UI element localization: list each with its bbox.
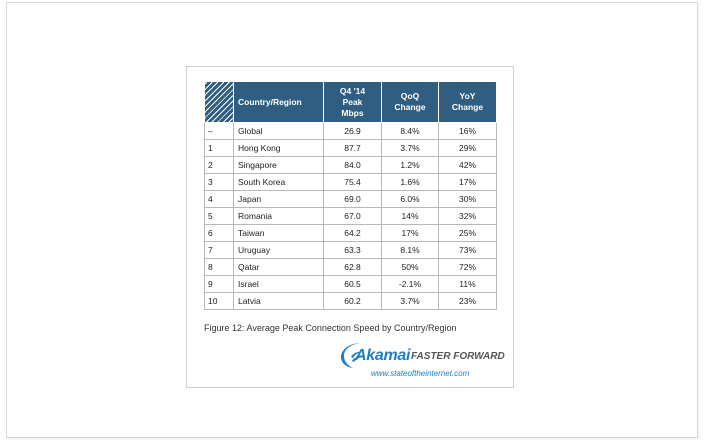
country-cell: Qatar [234, 259, 324, 276]
peak-mbps-cell: 69.0 [324, 191, 382, 208]
peak-mbps-cell: 67.0 [324, 208, 382, 225]
rank-cell: – [205, 123, 234, 140]
rank-cell: 7 [205, 242, 234, 259]
country-cell: South Korea [234, 174, 324, 191]
header-peak-mbps: Q4 '14 Peak Mbps [324, 82, 382, 123]
yoy-change-cell: 32% [439, 208, 497, 225]
akamai-logo [339, 341, 505, 381]
peak-mbps-cell: 60.2 [324, 293, 382, 310]
qoq-change-cell: 3.7% [382, 293, 439, 310]
table-row [205, 276, 497, 293]
rank-cell: 10 [205, 293, 234, 310]
logo-tagline: FASTER FORWARD [411, 351, 505, 362]
header-country: Country/Region [234, 82, 324, 123]
qoq-change-cell: 3.7% [382, 140, 439, 157]
rank-cell: 3 [205, 174, 234, 191]
yoy-change-cell: 42% [439, 157, 497, 174]
peak-mbps-cell: 64.2 [324, 225, 382, 242]
table-body [205, 123, 497, 310]
peak-speed-table [204, 81, 497, 310]
rank-cell: 6 [205, 225, 234, 242]
table-row [205, 259, 497, 276]
yoy-change-cell: 16% [439, 123, 497, 140]
header-rank-cell [205, 82, 234, 123]
rank-cell: 4 [205, 191, 234, 208]
qoq-change-cell: 14% [382, 208, 439, 225]
yoy-change-cell: 11% [439, 276, 497, 293]
peak-mbps-cell: 87.7 [324, 140, 382, 157]
logo-url-link[interactable]: www.stateoftheinternet.com [371, 369, 470, 378]
country-cell: Latvia [234, 293, 324, 310]
peak-mbps-cell: 75.4 [324, 174, 382, 191]
country-cell: Singapore [234, 157, 324, 174]
logo-brand-text: Akamai [355, 347, 411, 364]
yoy-change-cell: 25% [439, 225, 497, 242]
table-row [205, 208, 497, 225]
country-cell: Japan [234, 191, 324, 208]
country-cell: Taiwan [234, 225, 324, 242]
table-row [205, 225, 497, 242]
qoq-change-cell: 17% [382, 225, 439, 242]
peak-mbps-cell: 62.8 [324, 259, 382, 276]
peak-mbps-cell: 84.0 [324, 157, 382, 174]
qoq-change-cell: 1.6% [382, 174, 439, 191]
table-row [205, 174, 497, 191]
yoy-change-cell: 72% [439, 259, 497, 276]
qoq-change-cell: 1.2% [382, 157, 439, 174]
table-row [205, 123, 497, 140]
table-row [205, 293, 497, 310]
peak-mbps-cell: 60.5 [324, 276, 382, 293]
country-cell: Romania [234, 208, 324, 225]
rank-cell: 1 [205, 140, 234, 157]
yoy-change-cell: 17% [439, 174, 497, 191]
qoq-change-cell: 8.4% [382, 123, 439, 140]
header-qoq-change: QoQ Change [382, 82, 439, 123]
rank-cell: 9 [205, 276, 234, 293]
country-cell: Israel [234, 276, 324, 293]
country-cell: Global [234, 123, 324, 140]
rank-cell: 2 [205, 157, 234, 174]
peak-mbps-cell: 26.9 [324, 123, 382, 140]
qoq-change-cell: -2.1% [382, 276, 439, 293]
yoy-change-cell: 23% [439, 293, 497, 310]
qoq-change-cell: 50% [382, 259, 439, 276]
yoy-change-cell: 30% [439, 191, 497, 208]
yoy-change-cell: 29% [439, 140, 497, 157]
peak-mbps-cell: 63.3 [324, 242, 382, 259]
figure-card [186, 66, 514, 388]
table-row [205, 191, 497, 208]
table-row [205, 157, 497, 174]
rank-cell: 8 [205, 259, 234, 276]
table-row [205, 140, 497, 157]
table-header-row [205, 82, 497, 123]
country-cell: Hong Kong [234, 140, 324, 157]
header-yoy-change: YoY Change [439, 82, 497, 123]
country-cell: Uruguay [234, 242, 324, 259]
qoq-change-cell: 6.0% [382, 191, 439, 208]
figure-caption: Figure 12: Average Peak Connection Speed by Country/Region [204, 323, 457, 333]
qoq-change-cell: 8.1% [382, 242, 439, 259]
yoy-change-cell: 73% [439, 242, 497, 259]
table-row [205, 242, 497, 259]
rank-cell: 5 [205, 208, 234, 225]
